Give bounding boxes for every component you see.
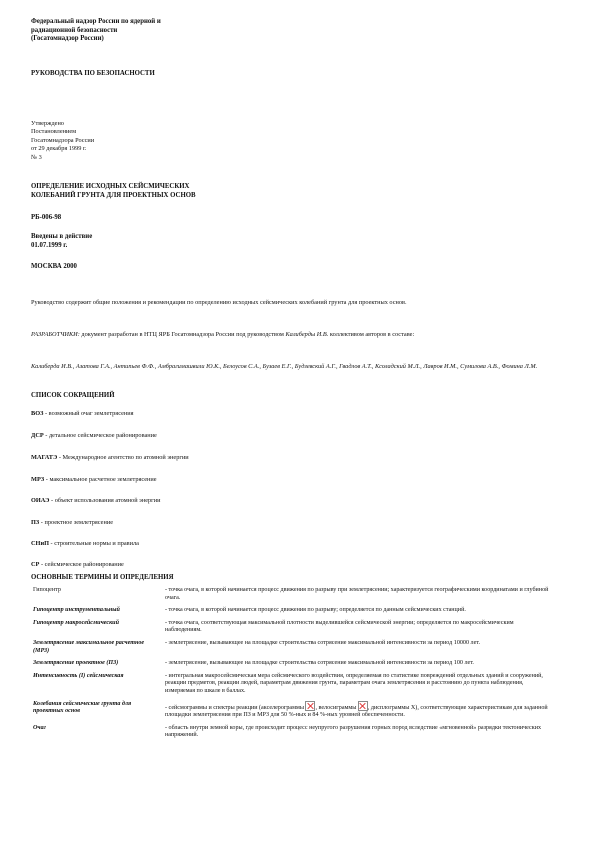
term-cell: Землетрясение проектное (ПЗ) — [33, 660, 119, 667]
terms-heading: ОСНОВНЫЕ ТЕРМИНЫ И ОПРЕДЕЛЕНИЯ — [31, 574, 174, 581]
table-row — [31, 639, 551, 659]
definition-cell: - интегральная макросейсмическая мера сейсмического воздействия, определяемая по статистике повреждений отдельных зданий и сооружений, реакции предметов, реакции людей, параметрам движения грунта, параметрам очага землетрясения и расстоянию до пункта наблюдения, измеряемая по шкале в баллах. — [165, 672, 543, 694]
definition-cell: - землетрясение, вызывающее на площадке строительства сотрясение максимальной интенсивности за период 10000 лет. — [165, 639, 481, 646]
abbreviation-def: - детальное сейсмическое районирование — [43, 432, 157, 439]
table-row — [31, 619, 551, 639]
abbreviation-item — [31, 410, 134, 418]
terms-table — [31, 586, 551, 744]
publication-city: МОСКВА 2000 — [31, 263, 77, 270]
table-row — [31, 724, 551, 744]
table-row — [31, 672, 551, 700]
issuing-authority — [31, 18, 161, 44]
broken-image-icon — [358, 701, 368, 711]
developers-text: документ разработан в НТЦ ЯРБ Госатомнадзора России под руководством — [79, 331, 286, 338]
term-cell: Интенсивность (I) сейсмическая — [33, 672, 124, 679]
abbreviation-term: ПЗ — [31, 519, 40, 526]
abbreviation-def: - Международное агентство по атомной энергии — [57, 454, 189, 461]
abbreviation-def: - объект использования атомной энергии — [49, 497, 161, 504]
definition-text: , велосиграммы — [315, 704, 358, 711]
abbreviation-term: СНиП — [31, 540, 49, 547]
table-row — [31, 586, 551, 606]
definition-cell: - область внутри земной коры, где происходит процесс неупругого разрушения горных пород вследствие «мгновенной» разрядки тектонических напряжений. — [165, 724, 542, 739]
term-cell: Гипоцентр инструментальный — [33, 607, 120, 614]
developers-label: РАЗРАБОТЧИКИ: — [31, 331, 80, 338]
abbreviation-term: СР — [31, 561, 40, 568]
abbreviation-item — [31, 519, 113, 527]
abbreviation-term: ОИАЭ — [31, 497, 50, 504]
broken-image-icon — [305, 701, 315, 711]
abbreviation-item — [31, 540, 139, 548]
authority-line: (Госатомнадзор России) — [31, 35, 104, 43]
effective-date — [31, 233, 92, 250]
abbreviation-item — [31, 454, 189, 462]
abbreviation-def: - проектное землетрясение — [39, 519, 113, 526]
title-line: КОЛЕБАНИЙ ГРУНТА ДЛЯ ПРОЕКТНЫХ ОСНОВ — [31, 191, 196, 199]
abbreviation-term: ДСР — [31, 432, 44, 439]
approval-line: № 3 — [31, 153, 42, 161]
table-row — [31, 700, 551, 724]
definition-cell — [163, 700, 551, 724]
effective-line: Введены в действие — [31, 233, 93, 240]
authority-line: Федеральный надзор России по ядерной и — [31, 18, 161, 25]
approval-line: Госатомнадзора России — [31, 136, 95, 144]
definition-cell: - точка очага, в которой начинается процесс движения по разрыву при землетрясении; характеризуется географическими координатами и глубиной очага. — [165, 587, 549, 601]
authors-list: Калиберда И.В., Азатова Г.А., Антипьев Ф.Ф., Амбрагимашвили Ю.К., Белоусов С.А., Бузаев Е.Г., Будзевский А.Г., Гвадлов А.Т., Ксоладский М.Л., Лавров И.М., Сумилова А.В., Фомина Л.М. — [31, 363, 538, 370]
developers-paragraph — [31, 330, 551, 340]
definition-text: , дисплограммы X), соответствующие характеристикам для заданной площадки землетрясения при ПЗ и МРЗ для 50 %-ных и 84 %-ных уровней обеспеченности. — [165, 704, 548, 719]
developers-text-end: коллективом авторов в составе: — [328, 331, 415, 338]
developers-leader: Калиберды И.В. — [285, 331, 329, 338]
table-row — [31, 659, 551, 672]
authority-line: радиационной безопасности — [31, 26, 118, 34]
abbreviation-term: ВОЗ — [31, 410, 44, 417]
abbreviation-item — [31, 497, 161, 505]
abbreviation-def: - максимальное расчетное землетрясение — [44, 476, 157, 483]
abbreviations-heading: СПИСОК СОКРАЩЕНИЙ — [31, 392, 115, 399]
table-row — [31, 606, 551, 619]
intro-paragraph: Руководство содержит общие положения и рекомендации по определению исходных сейсмических колебаний грунта для проектных основ. — [31, 299, 407, 306]
definition-text: - сейсмограммы и спектры реакции (акселерограммы — [165, 704, 306, 711]
series-heading: РУКОВОДСТВА ПО БЕЗОПАСНОСТИ — [31, 70, 155, 77]
term-cell: Гипоцентр — [33, 587, 61, 593]
abbreviation-item — [31, 432, 157, 440]
effective-line: 01.07.1999 г. — [31, 241, 68, 249]
abbreviation-item — [31, 476, 157, 484]
abbreviation-def: - сейсмическое районирование — [39, 561, 124, 568]
definition-cell: - точка очага, в которой начинается процесс движения по разрыву; определяется по данным сейсмических станций. — [165, 607, 466, 614]
abbreviation-term: МАГАТЭ — [31, 454, 58, 461]
term-cell: Очаг — [33, 724, 46, 731]
document-code: РБ-006-98 — [31, 214, 62, 221]
term-cell: Гипоцентр макросейсмический — [33, 619, 119, 626]
term-cell: Землетрясение максимальное расчетное (МРЗ) — [33, 639, 145, 654]
approval-line: Утверждено — [31, 120, 64, 127]
term-cell: Колебания сейсмические грунта для проектных основ — [33, 700, 132, 715]
abbreviation-def: - строительные нормы и правила — [48, 540, 139, 547]
approval-line: от 29 декабря 1999 г. — [31, 145, 87, 153]
approval-line: Постановлением — [31, 128, 77, 136]
abbreviation-term: МРЗ — [31, 476, 45, 483]
definition-cell: - точка очага, соответствующая максимальной плотности выделившейся сейсмической энергии; определяется по макросейсмическим наблюдениям. — [165, 619, 514, 634]
abbreviation-def: - возможный очаг землетрясения — [43, 410, 134, 417]
title-line: ОПРЕДЕЛЕНИЕ ИСХОДНЫХ СЕЙСМИЧЕСКИХ — [31, 183, 190, 190]
definition-cell: - землетрясение, вызывающее на площадке строительства сотрясение максимальной интенсивности за период 100 лет. — [165, 660, 474, 667]
abbreviation-item — [31, 561, 124, 569]
approval-block — [31, 120, 94, 162]
document-title — [31, 183, 196, 200]
